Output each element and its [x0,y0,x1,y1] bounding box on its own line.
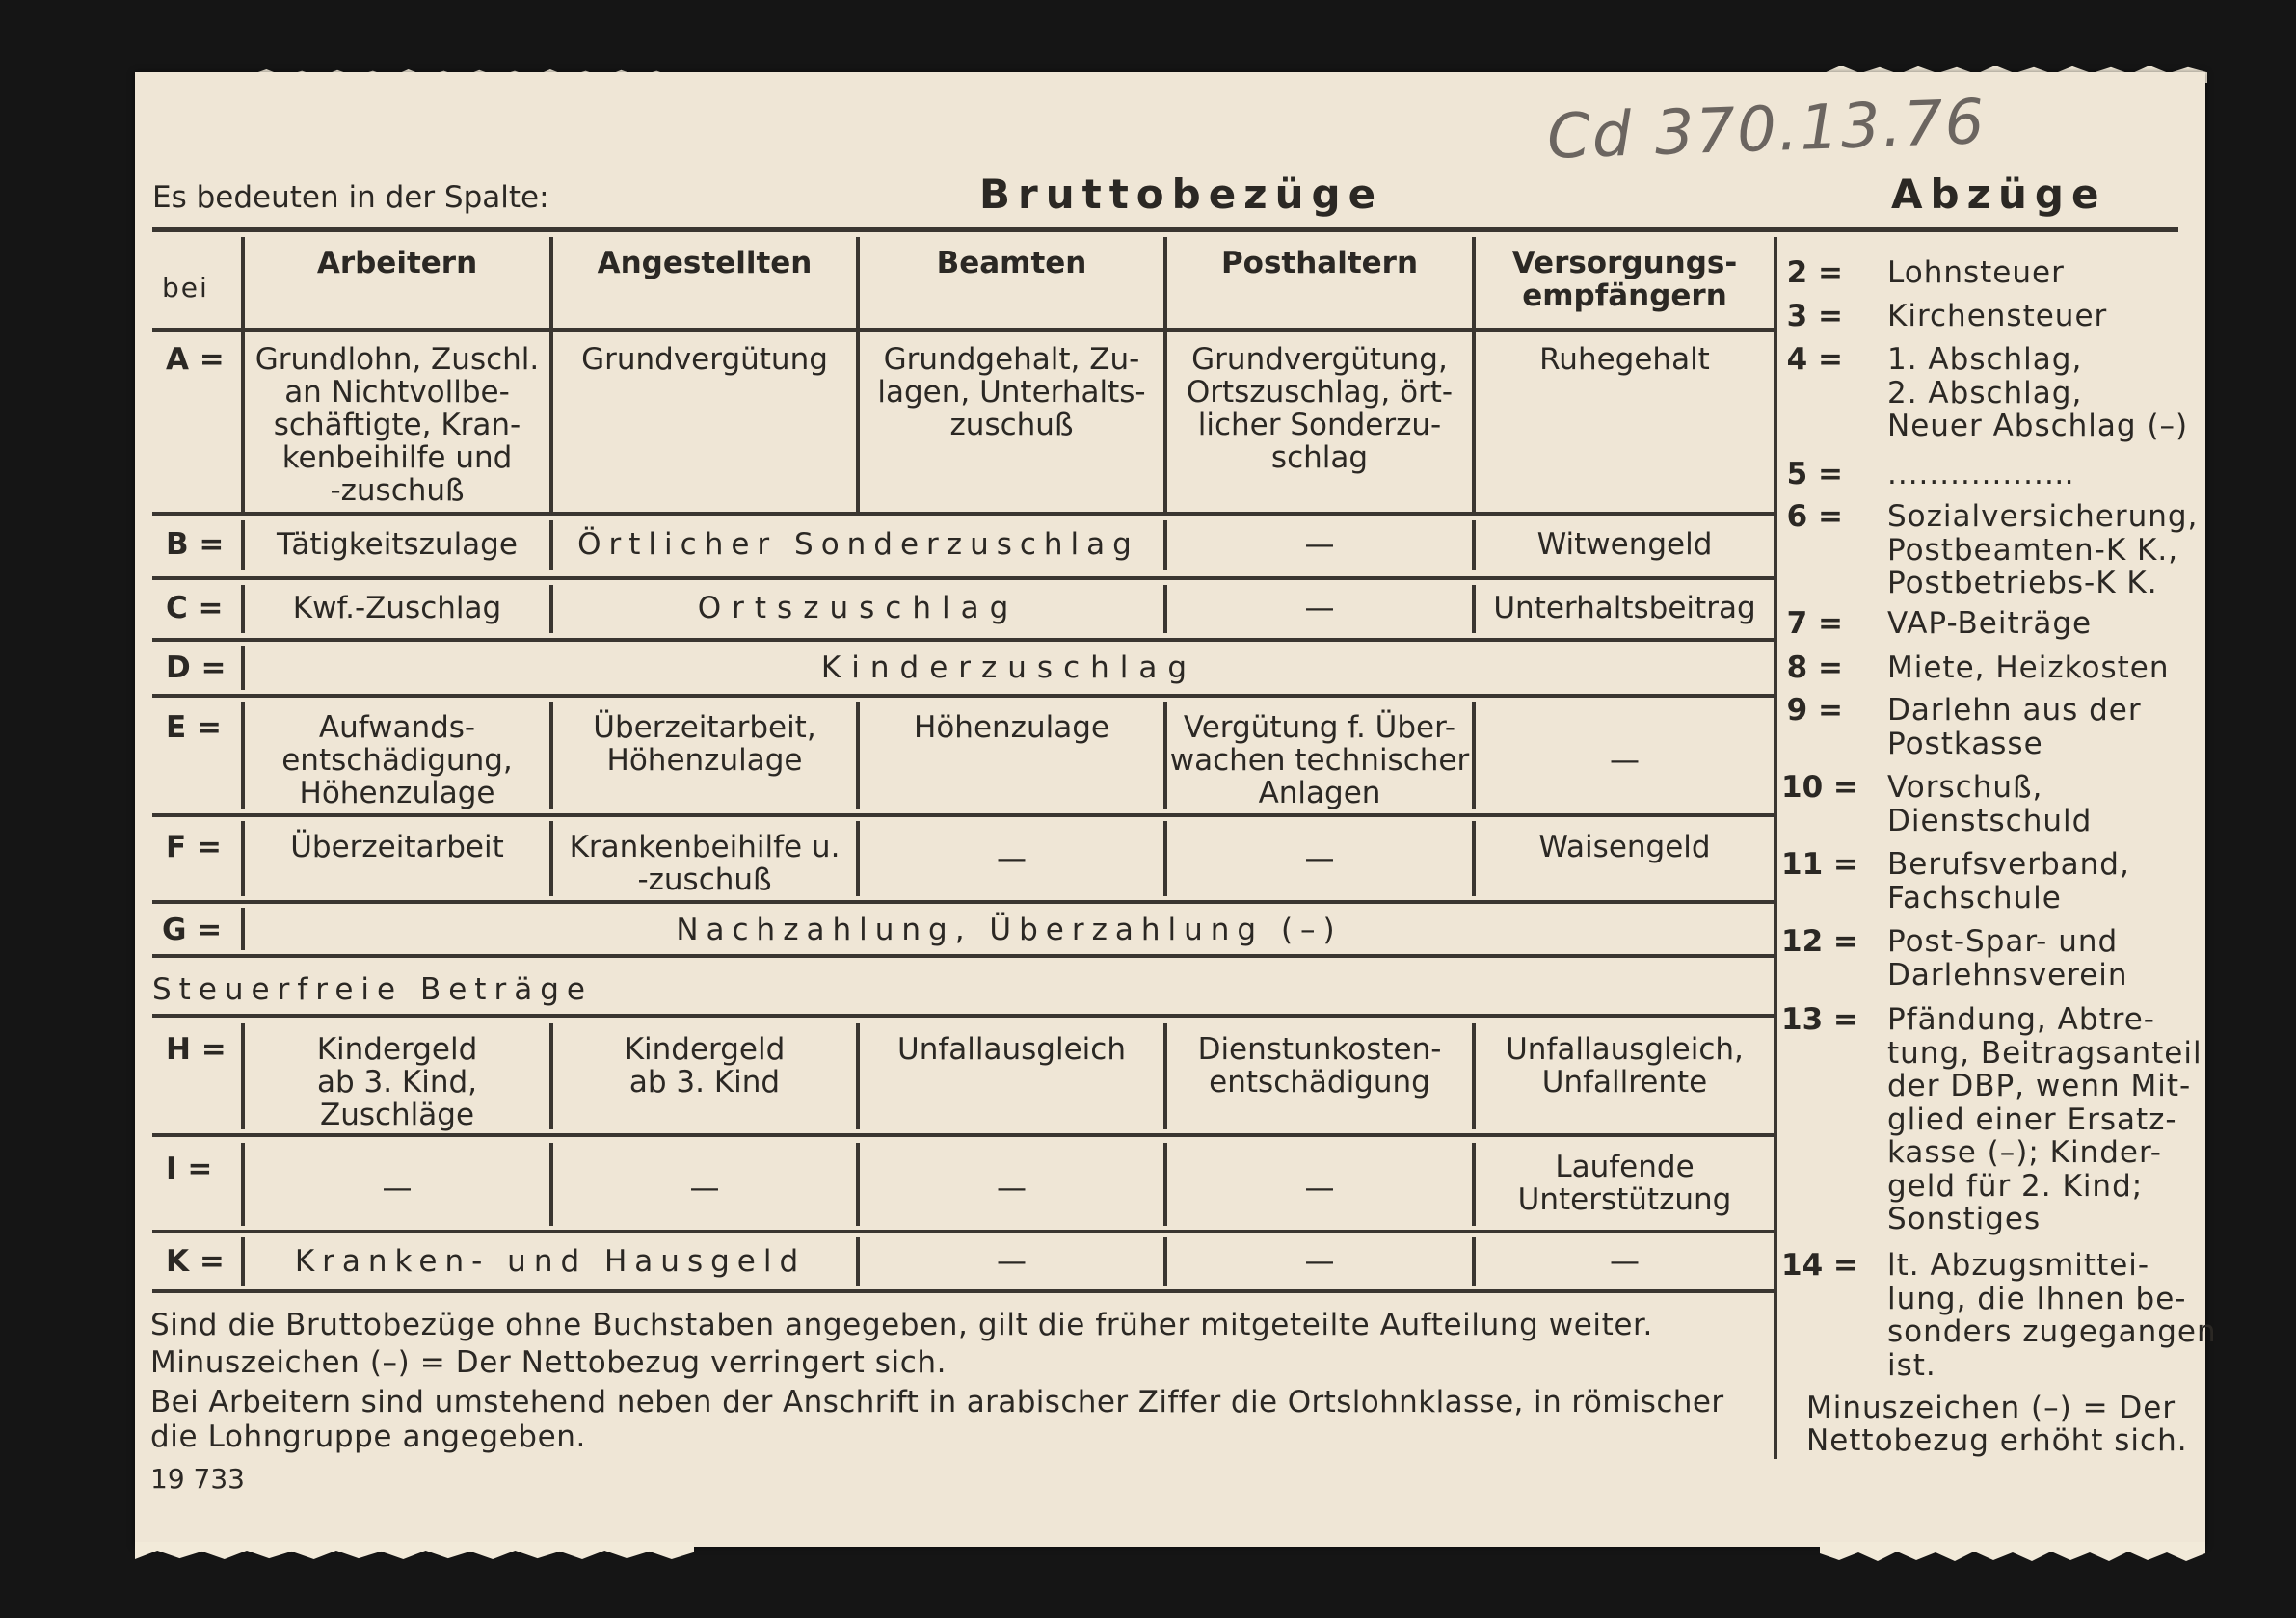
abzug-text: lung, die Ihnen be- [1887,1281,2187,1316]
cell-h-versorgung [1476,1033,1774,1099]
cell-line: Überzeitarbeit, [593,710,816,745]
cell-c-arbeitern: Kwf.-Zuschlag [292,591,502,625]
cell-line: Kindergeld [316,1032,478,1067]
cell-i-posthaltern: — [1304,1171,1335,1206]
cell-e-angestellten [553,711,856,777]
cell-line: Grundgehalt, Zu- [883,342,1140,377]
cell-f-posthaltern [1167,842,1472,875]
cell-line: Unfallausgleich, [1506,1032,1744,1067]
cell-line: entschädigung [1209,1065,1430,1100]
cell-line: licher Sonderzu- [1197,408,1442,442]
abzug-text: tung, Beitragsanteil [1887,1035,2203,1071]
abzug-number: 14 = [1781,1248,1858,1283]
rule-h [152,1133,1774,1137]
rule-c [152,638,1774,642]
abzug-text: Sonstiges [1887,1202,2042,1236]
cell-b-versorgung: Witwengeld [1536,527,1713,562]
cell-a-arbeitern [245,343,549,507]
footer-line-4: die Lohngruppe angegeben. [150,1419,586,1454]
cell-line: Ruhegehalt [1539,342,1710,377]
abzug-text: ...............… [1887,457,2075,491]
cell-line: — [1610,743,1640,778]
rule-b [152,576,1774,580]
cell-line: schäftigte, Kran- [273,408,521,442]
cell-b-span: Örtlicher Sonderzuschlag [577,527,1139,562]
rule-e [152,813,1774,817]
header-line: Versorgungs- [1511,246,1738,280]
abzug-text: Lohnsteuer [1887,255,2065,290]
column-header-versorgungsempfaengern [1476,247,1774,312]
column-header-beamten: Beamten [936,246,1087,280]
cell-h-beamten [860,1033,1163,1066]
row-label-i: I = [166,1152,213,1186]
abzuege-footer-line-2: Nettobezug erhöht sich. [1806,1423,2188,1458]
form-number: 19 733 [150,1463,245,1495]
abzug-number: 12 = [1781,924,1858,959]
abzug-number: 13 = [1781,1002,1858,1037]
handwritten-archive-number: Cd 370.13.76 [1545,87,1988,173]
abzug-text: Dienstschuld [1887,803,2093,838]
cell-line: Höhenzulage [606,743,803,778]
cell-k-beamten: — [997,1244,1027,1279]
abzug-number: 9 = [1786,693,1843,728]
cell-line: — [997,841,1027,876]
abzug-text: Postbetriebs-K K. [1887,566,2158,600]
perforated-edge-bottom-right [1820,1542,2205,1561]
intro-text: Es bedeuten in der Spalte: [152,180,549,215]
cell-line: Überzeitarbeit [290,830,504,864]
column-header-angestellten: Angestellten [597,246,813,280]
header-line: empfängern [1522,279,1727,313]
cell-k-span: Kranken- und Hausgeld [294,1244,807,1279]
rule-header [152,328,1774,332]
abzug-text: kasse (–); Kinder- [1887,1135,2162,1170]
abzug-text: Fachschule [1887,880,2062,915]
cell-line: Grundvergütung, [1191,342,1448,377]
cell-line: Waisengeld [1538,830,1711,864]
cell-line: Grundlohn, Zuschl. [254,342,540,377]
cell-line: zuschuß [949,408,1074,442]
row-label-g: G = [162,913,223,947]
row-label-b: B = [166,527,225,562]
abzug-number: 3 = [1786,299,1843,333]
cell-e-versorgung [1476,744,1774,777]
abzug-text: Postbeamten-K K., [1887,532,2179,568]
cell-f-versorgung [1476,831,1774,863]
cell-line: Kindergeld [624,1032,786,1067]
cell-c-versorgung: Unterhaltsbeitrag [1493,591,1756,625]
row-label-d: D = [166,650,227,685]
cell-line: Vergütung f. Über- [1183,710,1456,745]
cell-h-posthaltern [1167,1033,1472,1099]
cell-line: ab 3. Kind, [316,1065,478,1100]
section-steuerfreie-betraege: Steuerfreie Beträge [152,972,593,1007]
column-header-posthaltern: Posthaltern [1220,246,1419,280]
cell-line: — [1304,841,1335,876]
abzuege-footer-line-1: Minuszeichen (–) = Der [1806,1391,2176,1425]
abzug-number: 6 = [1786,499,1843,534]
cell-f-arbeitern [245,831,549,863]
footer-line-1: Sind die Bruttobezüge ohne Buchstaben angegeben, gilt die früher mitgeteilte Aufteilung weiter. [150,1308,1654,1342]
cell-line: -zuschuß [637,862,772,897]
abzug-number: 11 = [1781,847,1858,882]
cell-line: ab 3. Kind [628,1065,781,1100]
cell-line: an Nichtvollbe- [284,375,510,410]
cell-e-beamten [860,711,1163,744]
abzug-text: 2. Abschlag, [1887,375,2083,411]
cell-line: entschädigung, [281,743,513,778]
abzug-text: Darlehn aus der [1887,693,2142,728]
rule-i [152,1230,1774,1233]
column-header-arbeitern: Arbeitern [316,246,478,280]
row-label-a: A = [166,342,225,377]
cell-line: wachen technischer [1169,743,1470,778]
cell-a-angestellten [553,343,856,376]
abzug-text: der DBP, wenn Mit- [1887,1069,2192,1103]
row-label-h: H = [166,1032,227,1067]
cell-line: Anlagen [1258,776,1381,810]
abzug-text: ist. [1887,1347,1936,1383]
cell-line: Höhenzulage [914,710,1109,745]
cell-k-posthaltern: — [1304,1244,1335,1279]
cell-a-beamten [860,343,1163,441]
cell-i-arbeitern: — [382,1171,413,1206]
abzug-text: Postkasse [1887,726,2043,761]
abzug-text: Sozialversicherung, [1887,499,2199,534]
cell-line: Ortszuschlag, ört- [1186,375,1454,410]
title-abzuege: Abzüge [1891,171,2107,218]
abzug-text: Neuer Abschlag (–) [1887,409,2189,443]
cell-line: kenbeihilfe und [281,440,513,475]
cell-line: Grundvergütung [581,342,828,377]
cell-a-posthaltern [1167,343,1472,474]
cell-line: Unfallrente [1541,1065,1708,1100]
cell-i-angestellten: — [689,1171,720,1206]
abzug-text: 1. Abschlag, [1887,342,2083,377]
rule-top [152,227,2178,232]
rule-a [152,512,1774,516]
cell-i-beamten: — [997,1171,1027,1206]
cell-line: lagen, Unterhalts- [877,375,1146,410]
abzug-text: glied einer Ersatz- [1887,1101,2177,1137]
cell-b-arbeitern: Tätigkeitszulage [277,527,518,562]
abzug-text: Miete, Heizkosten [1887,650,2170,685]
row-label-k: K = [166,1244,225,1279]
abzug-text: Vorschuß, [1887,770,2043,805]
abzug-number: 10 = [1781,770,1858,805]
abzug-text: lt. Abzugsmittei- [1887,1248,2150,1283]
cell-line: Aufwands- [318,710,476,745]
cell-k-versorgung: — [1610,1244,1640,1279]
abzug-text: Kirchensteuer [1887,299,2108,333]
title-bruttobezuege: Bruttobezüge [979,171,1384,218]
cell-line: Zuschläge [319,1098,475,1132]
rule-d [152,694,1774,698]
divider-abzuege [1774,237,1777,1459]
cell-line: Laufende [1555,1150,1695,1184]
cell-b-posthaltern: — [1304,527,1335,562]
cell-line: schlag [1270,440,1369,475]
abzug-text: sonders zugegangen [1887,1314,2217,1349]
abzug-text: Darlehnsverein [1887,957,2128,993]
perforated-edge-bottom-left [135,1542,694,1559]
cell-line: Unterstützung [1517,1182,1732,1217]
rule-g [152,954,1774,958]
abzug-text: Berufsverband, [1887,847,2130,882]
abzug-text: VAP-Beiträge [1887,606,2093,641]
cell-f-angestellten [553,831,856,896]
abzug-text: Pfändung, Abtre- [1887,1002,2155,1037]
abzug-number: 5 = [1786,457,1843,491]
cell-line: Krankenbeihilfe u. [569,830,841,864]
cell-g-span: Nachzahlung, Überzahlung (–) [676,913,1343,947]
cell-e-arbeitern [245,711,549,809]
cell-line: -zuschuß [330,473,465,508]
cell-c-span: Ortszuschlag [697,591,1020,625]
row-label-e: E = [166,710,222,745]
abzug-number: 7 = [1786,606,1843,641]
cell-d-span: Kinderzuschlag [820,650,1198,685]
cell-e-posthaltern [1167,711,1472,809]
abzug-number: 8 = [1786,650,1843,685]
cell-c-posthaltern: — [1304,591,1335,625]
column-header-bei: bei [162,272,209,304]
cell-f-beamten [860,842,1163,875]
cell-line: Höhenzulage [299,776,495,810]
cell-line: Dienstunkosten- [1197,1032,1442,1067]
footer-line-2: Minuszeichen (–) = Der Nettobezug verringert sich. [150,1345,948,1380]
cell-i-versorgung [1476,1151,1774,1216]
abzug-text: Post-Spar- und [1887,924,2119,959]
cell-h-arbeitern [245,1033,549,1131]
abzug-number: 4 = [1786,342,1843,377]
rule-steuerfrei [152,1014,1774,1018]
cell-a-versorgung [1476,343,1774,376]
row-label-f: F = [166,830,222,864]
abzug-number: 2 = [1786,255,1843,290]
footer-line-3: Bei Arbeitern sind umstehend neben der Anschrift in arabischer Ziffer die Ortslohnklasse, in römischer [150,1385,1724,1419]
rule-f [152,900,1774,904]
cell-line: Unfallausgleich [897,1032,1126,1067]
rule-k [152,1289,1774,1293]
abzug-text: geld für 2. Kind; [1887,1168,2144,1204]
row-label-c: C = [166,591,224,625]
cell-h-angestellten [553,1033,856,1099]
